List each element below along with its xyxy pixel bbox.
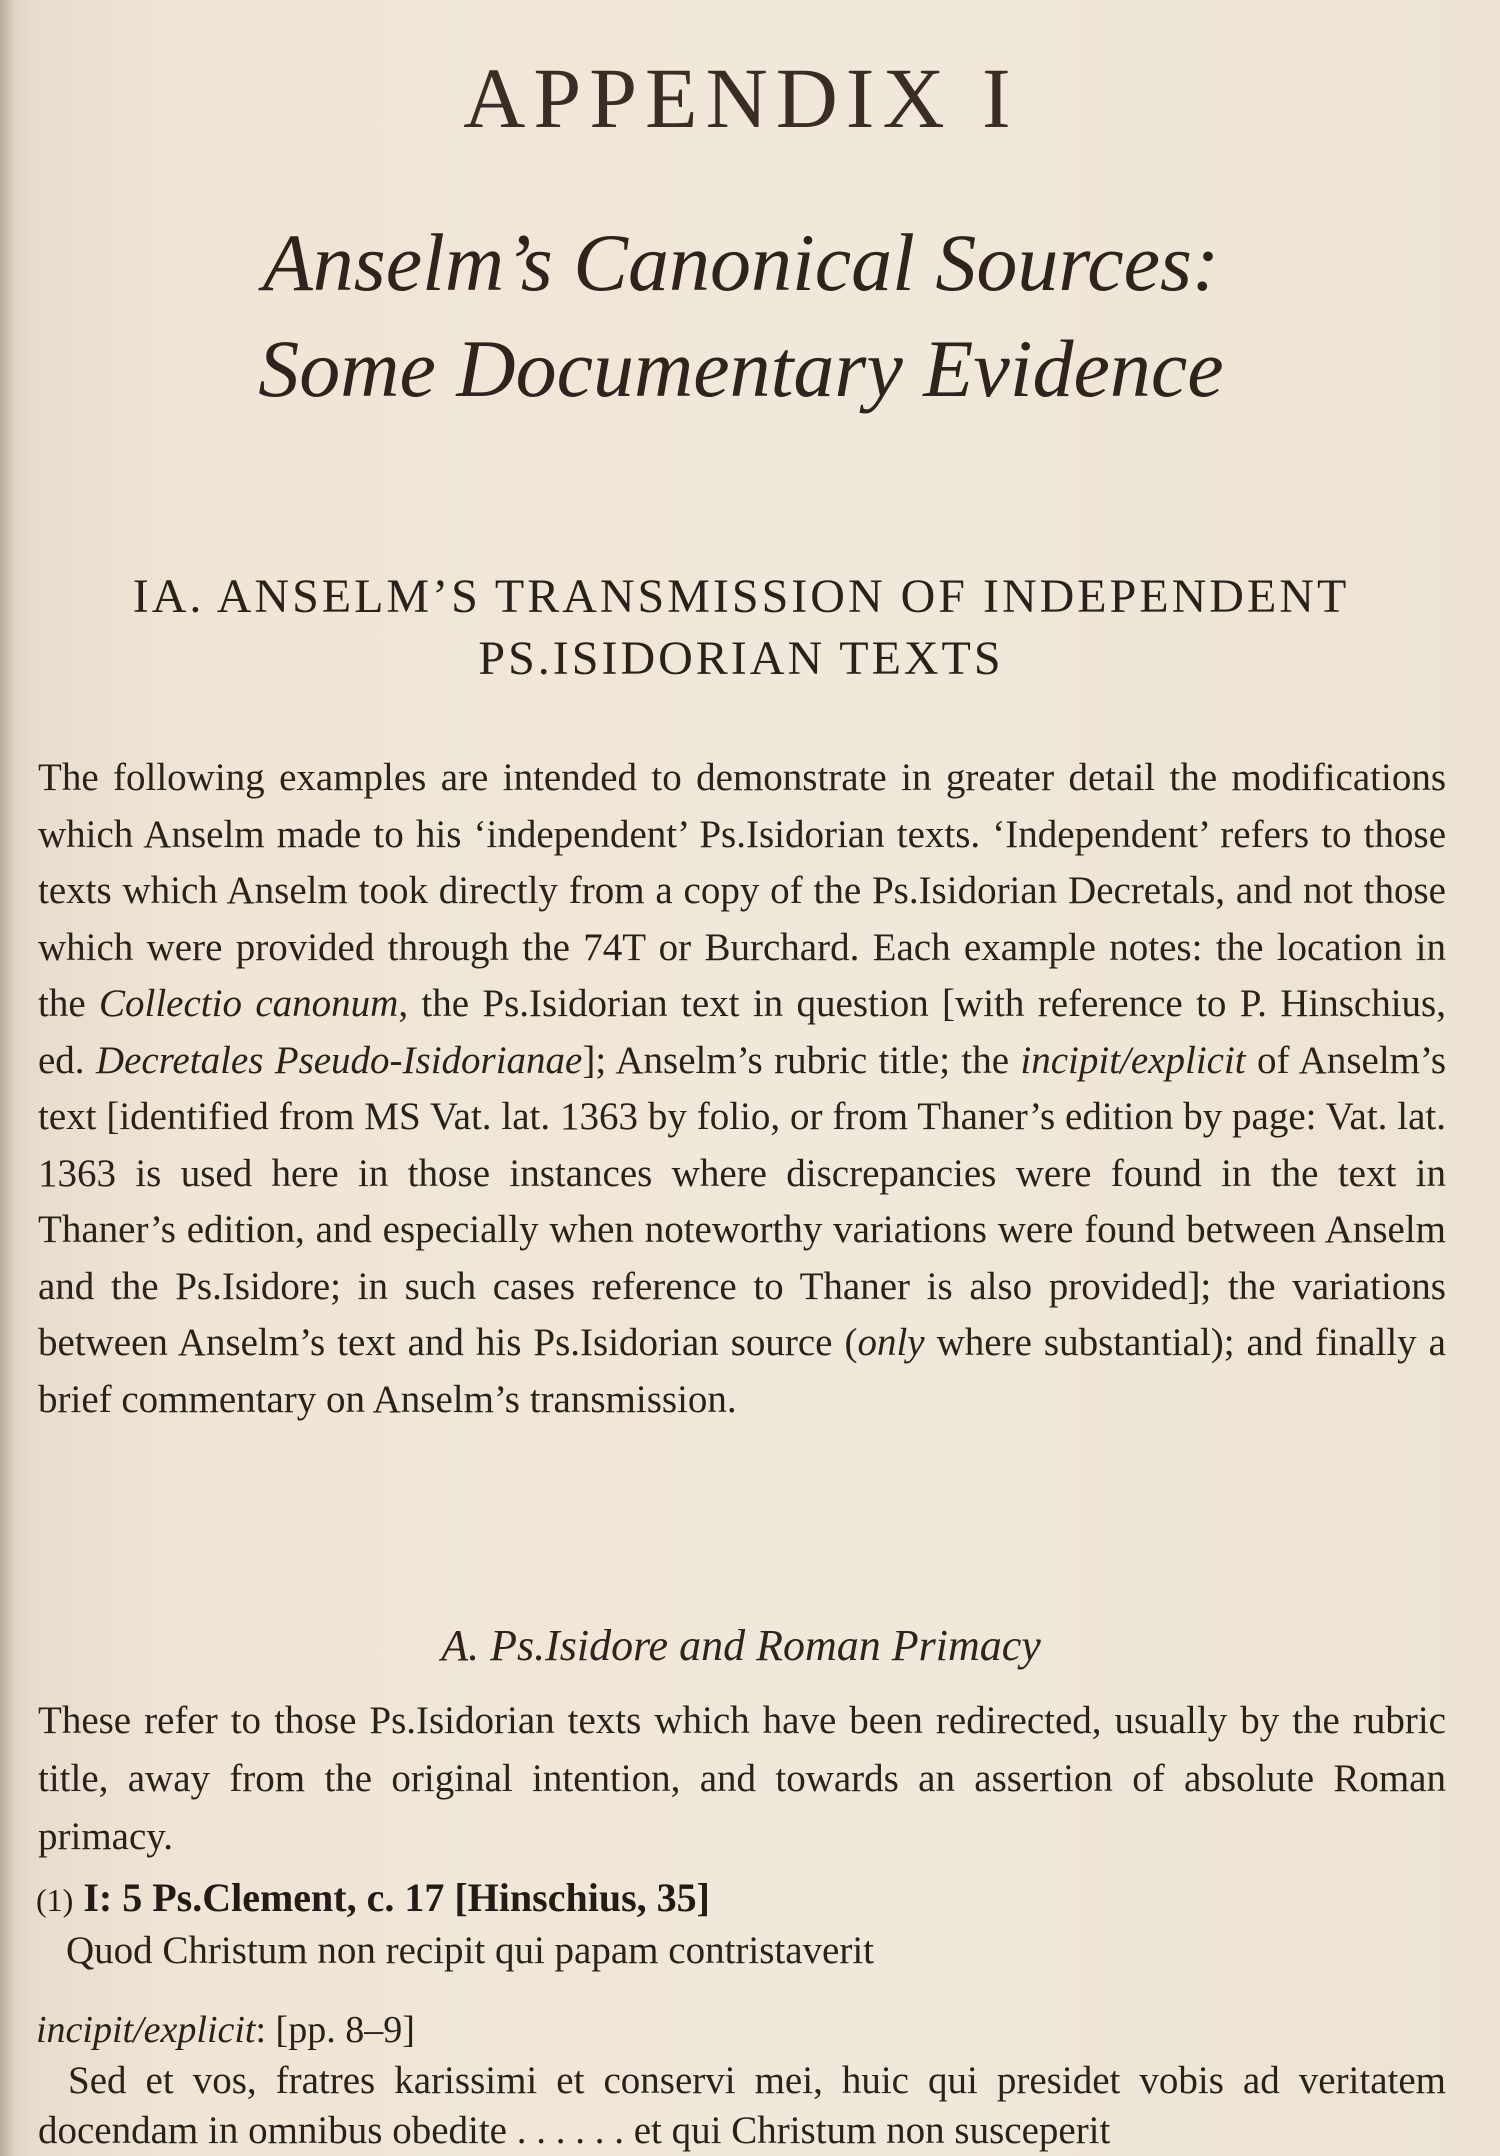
intro-text-3: ]; Anselm’s rubric title; the xyxy=(582,1038,1021,1082)
intro-paragraph xyxy=(38,750,1446,1428)
entry-heading xyxy=(36,1874,710,1921)
entry-number: (1) xyxy=(36,1882,74,1918)
section-heading-line-2: PS.ISIDORIAN TEXTS xyxy=(478,632,1004,685)
incipit-label xyxy=(36,2008,415,2052)
intro-text-1: The following examples are intended to demonstrate in greater detail the modifications which Anselm made to his ‘independent’ Ps.Isidorian texts. ‘Independent’ refers to those texts which Anselm took directly from a copy of the Ps.Isidorian Decretals, and not those which were provided through the 74T or Burchard. Each example notes: the location in the xyxy=(38,756,1446,1025)
collectio-title: Collectio canonum xyxy=(99,982,399,1025)
only-term: only xyxy=(857,1321,925,1364)
incipit-page-ref: : [pp. 8–9] xyxy=(255,2009,415,2051)
intro-text-2: , the Ps.Isidorian text in question [with reference to P. Hinschius, ed. xyxy=(38,982,1446,1082)
intro-text-5: where substantial); and finally a brief commentary on Anselm’s transmission. xyxy=(38,1321,1446,1421)
main-title xyxy=(36,210,1446,422)
section-heading-line-1: IA. ANSELM’S TRANSMISSION OF INDEPENDENT xyxy=(132,570,1350,623)
appendix-title: APPENDIX I xyxy=(463,50,1019,146)
book-spine-shadow xyxy=(0,0,14,2156)
incipit-text: Sed et vos, fratres karissimi et conservi mei, huic qui presidet vobis ad veritatem docendam in omnibus obedite . . . . . . et qui Christum non susceperit xyxy=(38,2059,1446,2152)
incipit-label-term: incipit/explicit xyxy=(36,2009,256,2051)
subsection-heading: A. Ps.Isidore and Roman Primacy xyxy=(441,1621,1041,1670)
main-title-line-2: Some Documentary Evidence xyxy=(258,323,1224,414)
entry-rubric: Quod Christum non recipit qui papam contristaverit xyxy=(66,1929,875,1972)
decretales-title: Decretales Pseudo-Isidorianae xyxy=(95,1038,583,1082)
main-title-line-1: Anselm’s Canonical Sources: xyxy=(262,217,1220,308)
entry-reference: I: 5 Ps.Clement, c. 17 [Hinschius, 35] xyxy=(83,1875,710,1920)
section-heading xyxy=(36,566,1446,690)
intro-text-4: of Anselm’s text [identified from MS Vat. lat. 1363 by folio, or from Thaner’s edition by page: Vat. lat. 1363 is used here in those instances where discrepancies were found in the text in Thaner’s edition, and especially when noteworthy variations were found between Anselm and the Ps.Isidore; in such cases reference to Thaner is also provided]; the variations between Anselm’s text and his Ps.Isidorian source ( xyxy=(38,1038,1447,1364)
subsection-intro: These refer to those Ps.Isidorian texts which have been redirected, usually by the rubric title, away from the original intention, and towards an assertion of absolute Roman primacy. xyxy=(38,1699,1446,1858)
incipit-explicit-term: incipit/explicit xyxy=(1020,1038,1246,1082)
